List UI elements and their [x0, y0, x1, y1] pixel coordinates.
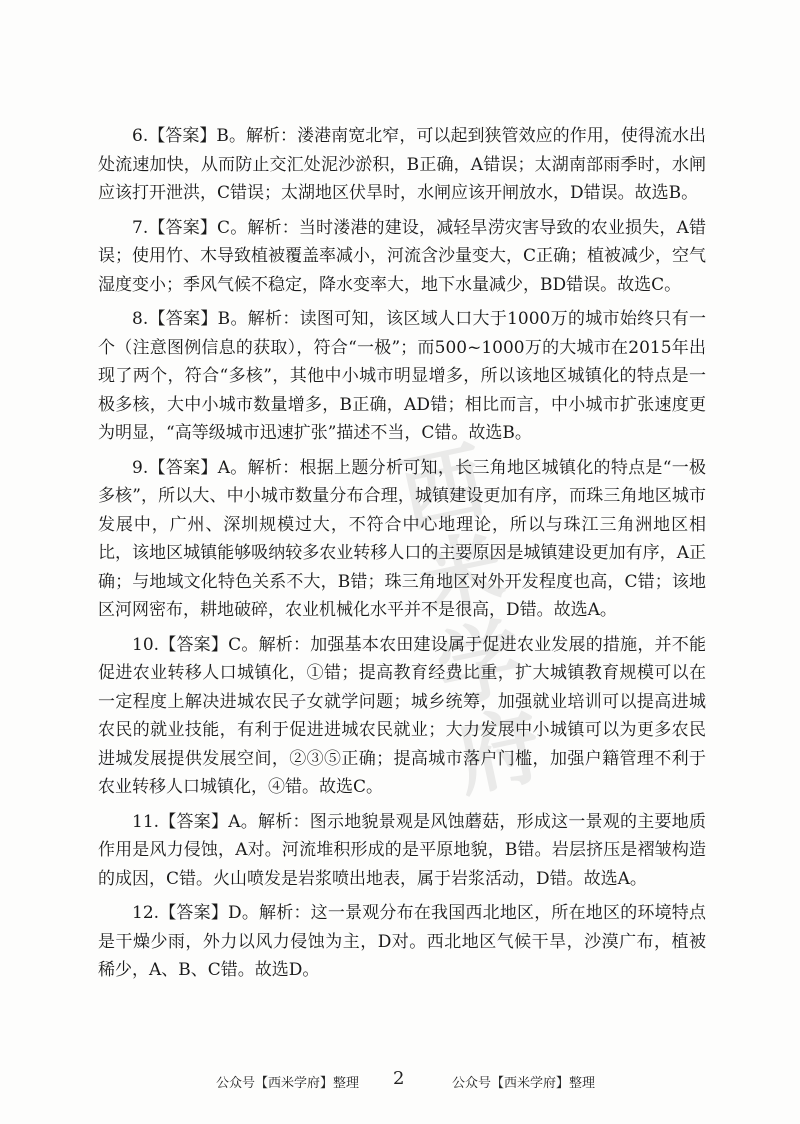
answer-12: 12.【答案】D。解析：这一景观分布在我国西北地区，所在地区的环境特点是干燥少雨，外力以风力侵蚀为主，D对。西北地区气候干旱，沙漠广布，植被稀少，A、B、C错。故选D。: [98, 903, 706, 980]
answer-7: 7.【答案】C。解析：当时溇港的建设，减轻旱涝灾害导致的农业损失，A错误；使用竹、木导致植被覆盖率减小，河流含沙量变大，C正确；植被减少，空气湿度变小；季风气候不稳定，降水变率大，地下水量减少，BD错误。故选C。: [98, 217, 707, 295]
page-number: 2: [393, 1068, 405, 1089]
answer-10: 10.【答案】C。解析：加强基本农田建设属于促进农业发展的措施，并不能促进农业转移人口城镇化，①错；提高教育经费比重，扩大城镇教育规模可以在一定程度上解决进城农民子女就学问题；城乡统筹，加强就业培训可以提高进城农民的就业技能，有利于促进进城农民就业；大力发展中小城镇可以为更多农民进城发展提供发展空间，②③⑤正确；提高城市落户门槛，加强户籍管理不利于农业转移人口城镇化，④错。故选C。: [98, 634, 706, 797]
watermark-logo: 西米 学府: [391, 429, 560, 809]
answer-list: [98, 122, 706, 991]
footer-right-text: 公众号【西米学府】整理: [452, 1076, 596, 1091]
footer-left-text: 公众号【西米学府】整理: [216, 1076, 360, 1091]
answer-9: 9.【答案】A。解析：根据上题分析可知，长三角地区城镇化的特点是“一极多核”，所以大、中小城市数量分布合理，城镇建设更加有序，而珠三角地区城市发展中，广州、深圳规模过大，不符合中心地理论，所以与珠江三角洲地区相比，该地区城镇能够吸纳较多农业转移人口的主要原因是城镇建设更加有序，A正确；与地域文化特色关系不大，B错；珠三角地区对外开发程度也高，C错；该地区河网密布，耕地破碎，农业机械化水平并不是很高，D错。故选A。: [98, 457, 706, 620]
answer-11: 11.【答案】A。解析：图示地貌景观是风蚀蘑菇，形成这一景观的主要地质作用是风力侵蚀，A对。河流堆积形成的是平原地貌，B错。岩层挤压是褶皱构造的成因，C错。火山喷发是岩浆喷出地表，属于岩浆活动，D错。故选A。: [98, 811, 706, 889]
answer-8: 8.【答案】B。解析：读图可知，该区域人口大于1000万的城市始终只有一个（注意图例信息的获取），符合“一极”；而500~1000万的大城市在2015年出现了两个，符合“多核”，其他中小城市明显增多，所以该地区城镇化的特点是一极多核，大中小城市数量增多，B正确，AD错；相比而言，中小城市扩张速度更为明显，“高等级城市迅速扩张”描述不当，C错。故选B。: [98, 309, 706, 443]
page-footer: [0, 1068, 800, 1096]
answer-6: 6.【答案】B。解析：溇港南宽北窄，可以起到狭管效应的作用，使得流水出处流速加快，从而防止交汇处泥沙淤积，B正确，A错误；太湖南部雨季时，水闸应该打开泄洪，C错误；太湖地区伏旱时，水闸应该开闸放水，D错误。故选B。: [98, 126, 706, 203]
